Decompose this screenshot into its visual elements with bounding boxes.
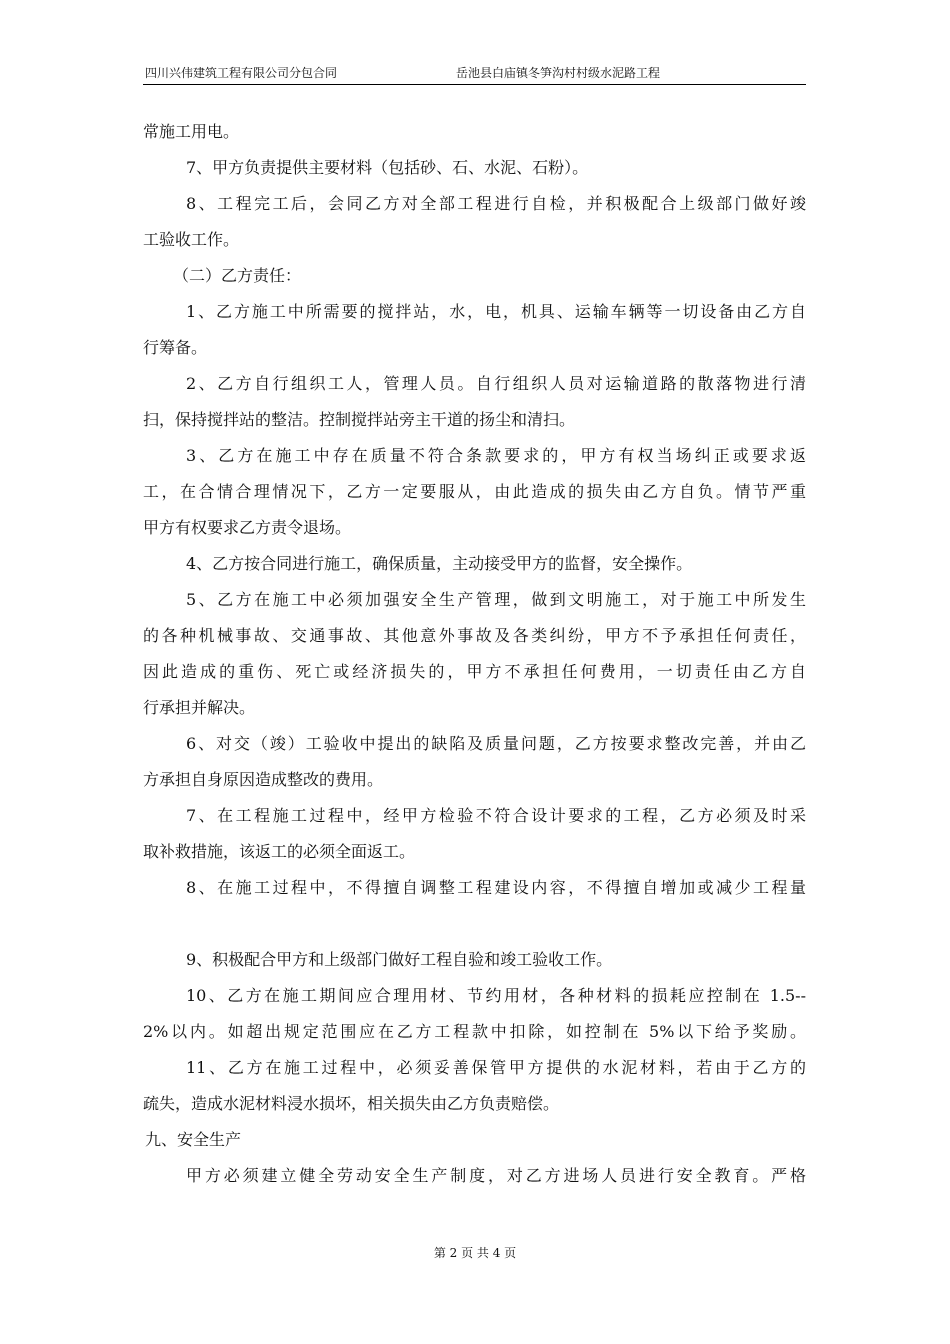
blank-line <box>143 914 806 950</box>
text-line: 甲方必须建立健全劳动安全生产制度，对乙方进场人员进行安全教育。严格 <box>186 1166 806 1185</box>
document-body <box>143 122 806 1202</box>
text-line: 甲方有权要求乙方责令退场。 <box>143 518 352 537</box>
text-line: 的各种机械事故、交通事故、其他意外事故及各类纠纷，甲方不予承担任何责任， <box>143 626 806 645</box>
text-line: 2%以内。如超出规定范围应在乙方工程款中扣除，如控制在 5%以下给予奖励。 <box>143 1022 806 1041</box>
text-line: 方承担自身原因造成整改的费用。 <box>143 770 384 789</box>
text-line: 1、乙方施工中所需要的搅拌站，水，电，机具、运输车辆等一切设备由乙方自 <box>186 302 806 321</box>
page-number: 第 2 页 共 4 页 <box>433 1246 517 1260</box>
page-header <box>143 66 806 85</box>
text-line: 常施工用电。 <box>143 122 240 141</box>
section-heading: （二）乙方责任： <box>173 266 302 285</box>
text-line: 因此造成的重伤、死亡或经济损失的，甲方不承担任何费用，一切责任由乙方自 <box>143 662 806 681</box>
text-line: 11、乙方在施工过程中，必须妥善保管甲方提供的水泥材料，若由于乙方的 <box>186 1058 806 1077</box>
text-line: 10、乙方在施工期间应合理用材、节约用材，各种材料的损耗应控制在 1.5-- <box>186 986 806 1005</box>
text-line: 4、乙方按合同进行施工，确保质量，主动接受甲方的监督，安全操作。 <box>186 554 693 573</box>
text-line: 8、在施工过程中，不得擅自调整工程建设内容，不得擅自增加或减少工程量 <box>186 878 806 897</box>
text-line: 行筹备。 <box>143 338 208 357</box>
text-line: 9、积极配合甲方和上级部门做好工程自验和竣工验收工作。 <box>186 950 613 969</box>
text-line: 工，在合情合理情况下，乙方一定要服从，由此造成的损失由乙方自负。情节严重 <box>143 482 806 501</box>
text-line: 8、工程完工后，会同乙方对全部工程进行自检，并积极配合上级部门做好竣 <box>186 194 806 213</box>
text-line: 3、乙方在施工中存在质量不符合条款要求的，甲方有权当场纠正或要求返 <box>186 446 806 465</box>
text-line: 疏失，造成水泥材料浸水损坏，相关损失由乙方负责赔偿。 <box>143 1094 560 1113</box>
text-line: 2、乙方自行组织工人，管理人员。自行组织人员对运输道路的散落物进行清 <box>186 374 806 393</box>
text-line: 工验收工作。 <box>143 230 240 249</box>
section-heading: 九、安全生产 <box>145 1130 242 1149</box>
text-line: 6、对交（竣）工验收中提出的缺陷及质量问题，乙方按要求整改完善，并由乙 <box>186 734 806 753</box>
header-company: 四川兴伟建筑工程有限公司分包合同 <box>145 66 338 80</box>
text-line: 行承担并解决。 <box>143 698 256 717</box>
text-line: 取补救措施，该返工的必须全面返工。 <box>143 842 416 861</box>
text-line: 扫，保持搅拌站的整洁。控制搅拌站旁主干道的扬尘和清扫。 <box>143 410 576 429</box>
text-line: 5、乙方在施工中必须加强安全生产管理，做到文明施工，对于施工中所发生 <box>186 590 806 609</box>
header-project: 岳池县白庙镇冬笋沟村村级水泥路工程 <box>456 66 661 80</box>
text-line: 7、在工程施工过程中，经甲方检验不符合设计要求的工程，乙方必须及时采 <box>186 806 806 825</box>
text-line: 7、甲方负责提供主要材料（包括砂、石、水泥、石粉）。 <box>186 158 589 177</box>
